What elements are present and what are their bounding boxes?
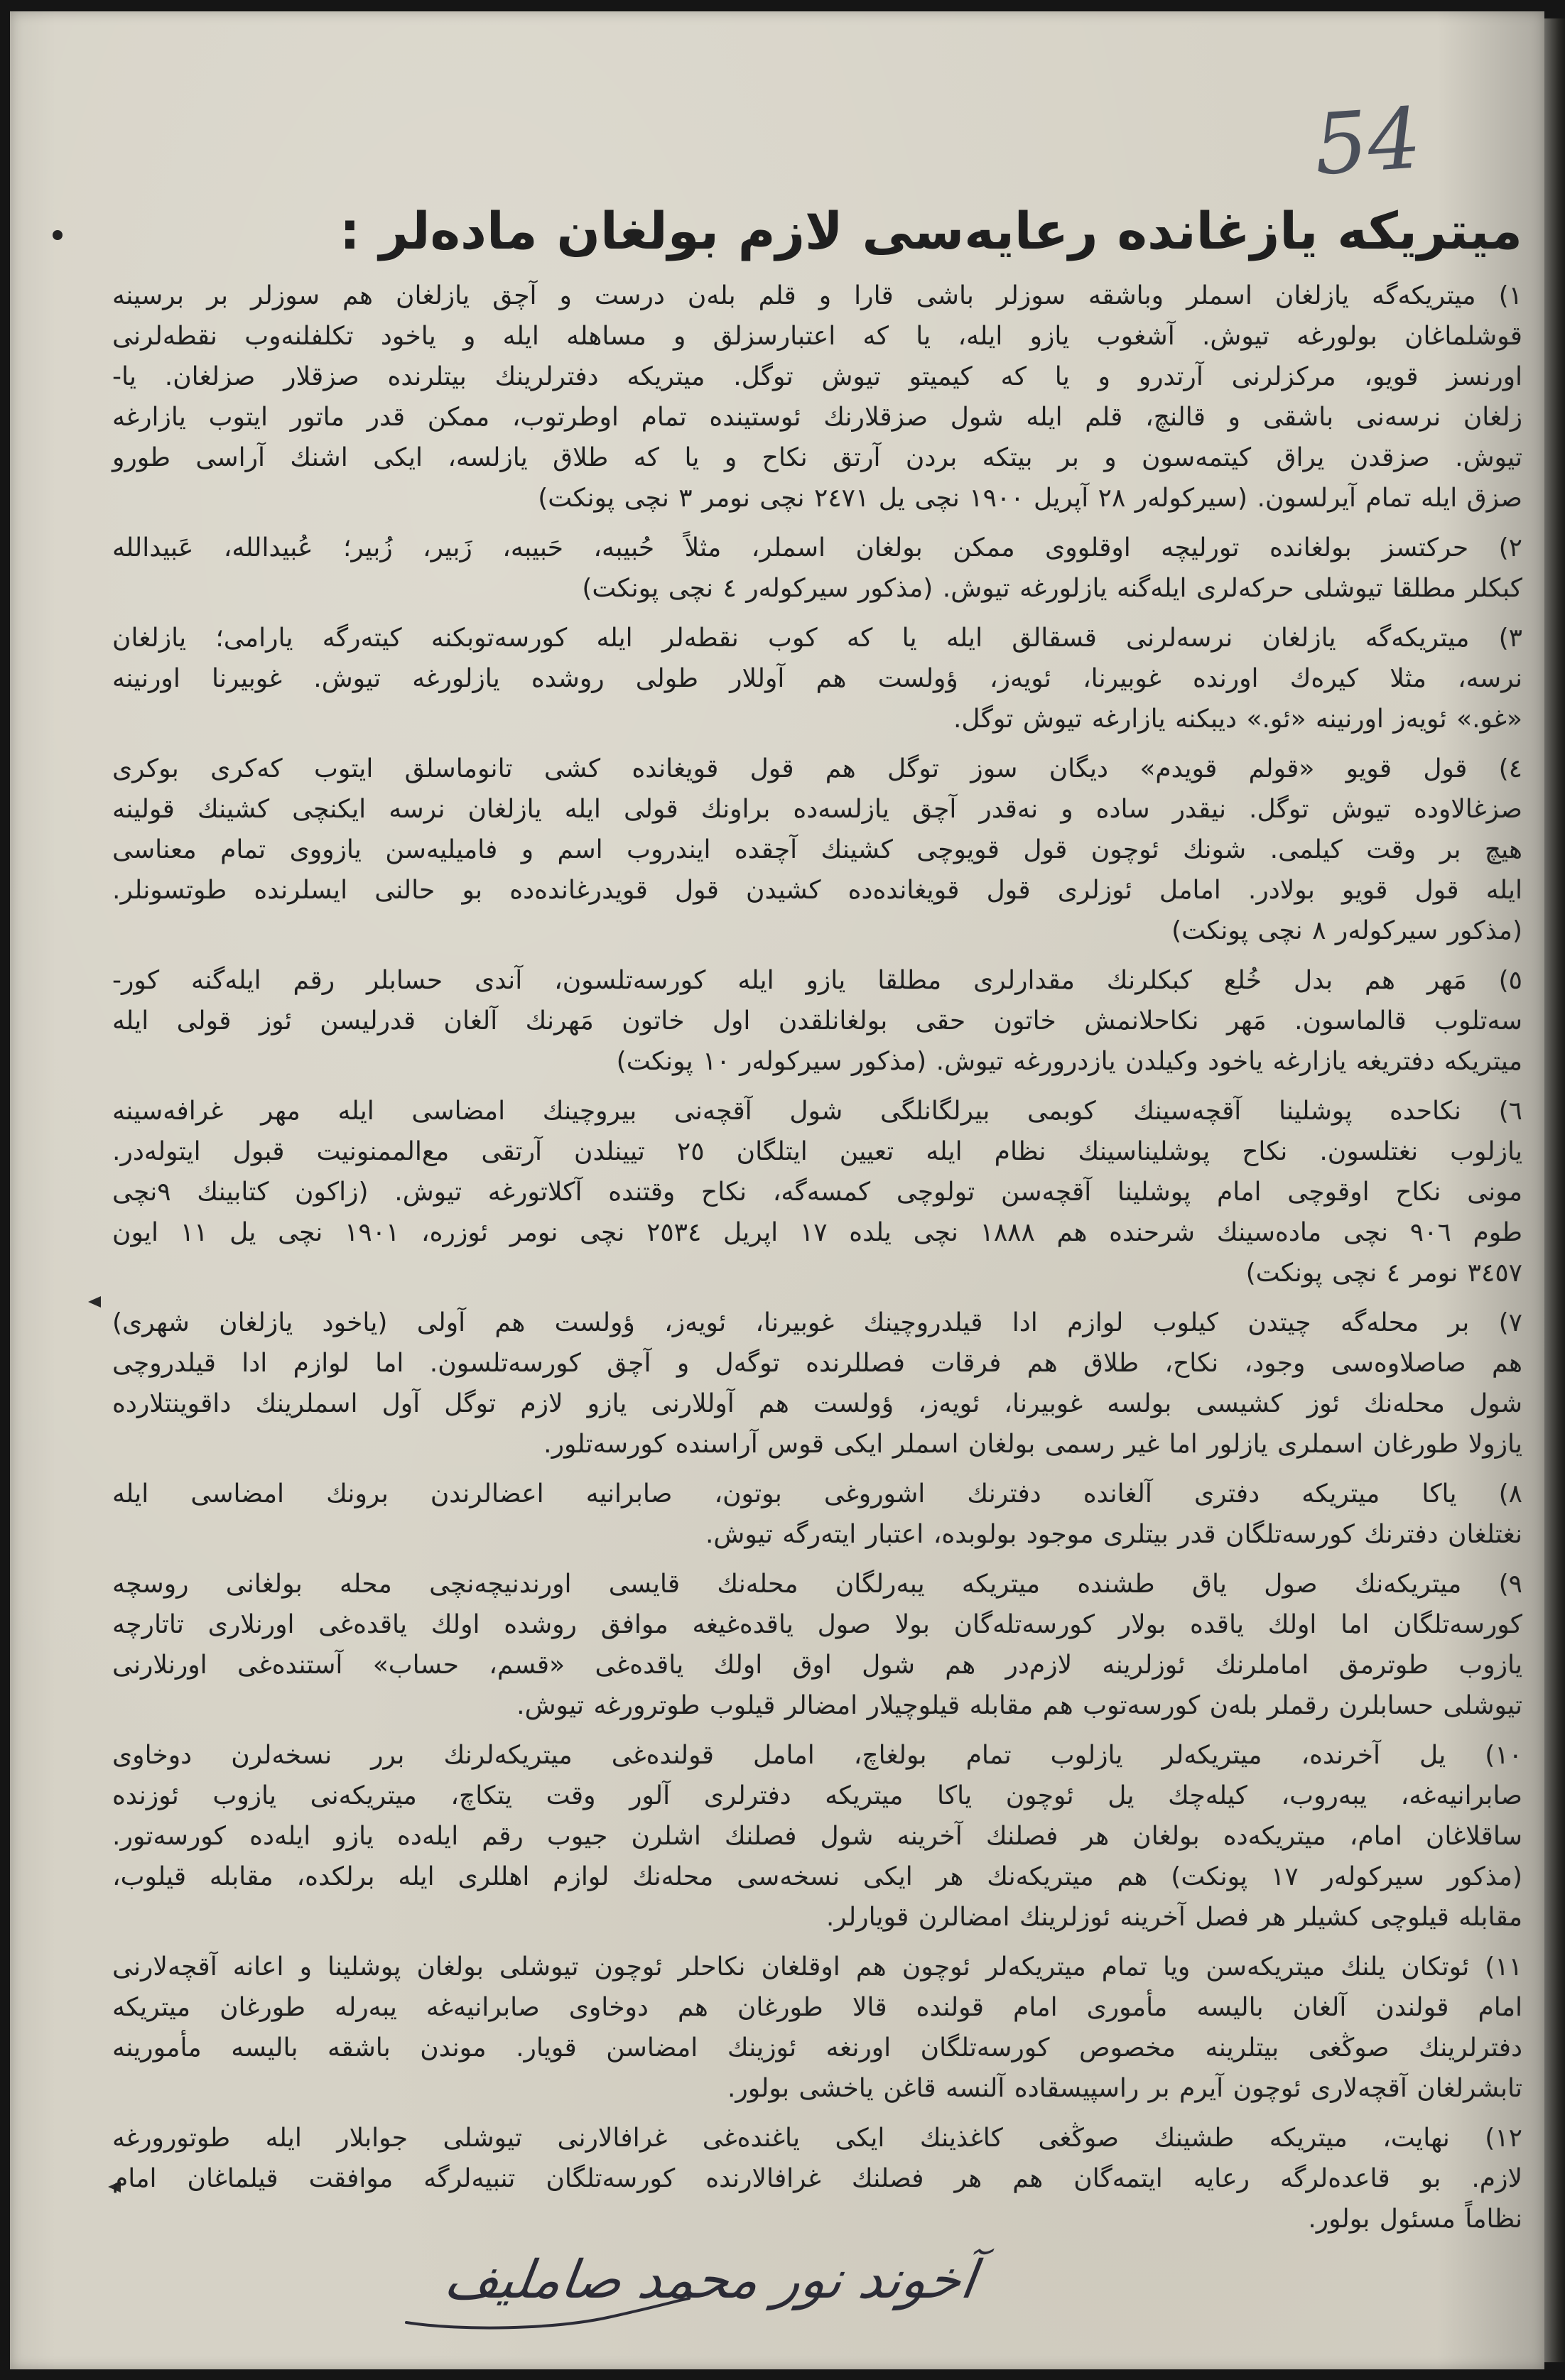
text-line: ٨) یاکا میتریکه دفتری آلغانده دفترنك اشوروغی بوتون، صابرانیه اعضالرندن برونك امضاسی ایله (112, 1479, 1522, 1509)
numbered-paragraph (112, 1091, 1522, 1293)
text-line: صزق ایله تمام آیرلسون. (سیرکوله‌ر ٢٨ آپریل ١٩٠٠ نچی یل ٢٤٧١ نچی نومر ٣ نچی پونکت) (538, 484, 1522, 513)
margin-mark (88, 1296, 101, 1308)
document-title: میتریکه یازغانده رعایه‌سی لازم بولغان ماده‌لر : (340, 201, 1522, 261)
text-line: ٩) میتریکه‌نك صول یاق طشنده میتریکه یبه‌رلگان محله‌نك قایسی اورندنیچه‌نچی محله بولغانی روسچه (112, 1570, 1522, 1599)
margin-dot (53, 230, 63, 240)
text-line: ٣) میتریکه‌گه یازلغان نرسه‌لرنی قسقالق ایله یا که کوب نقطه‌لر ایله کورسه‌توبکنه کیته‌رگه یارامی؛ یازلغان (112, 624, 1522, 653)
numbered-paragraph (112, 1564, 1522, 1726)
numbered-paragraph (112, 2118, 1522, 2239)
text-line: ١١) ئوتکان یلنك میتریکه‌سن ویا تمام میتریکه‌لر ئوچون هم اوقلغان نکاحلر ئوچون تیوشلی بولغان پوشلینا و اعانه آقچه‌لارنی (112, 1952, 1522, 1982)
text-line: صابرانیه‌غه، یبه‌روب، کیله‌چك یل ئوچون یاکا میتریکه دفترلری آلور وقت یتکاچ، میتریکه‌نی یازوب ئوزنده (112, 1781, 1522, 1810)
text-line: لازم. بو قاعده‌لرگه رعایه ایتمه‌گان هم هر فصلنك غرافالارنده کورسه‌تلگان تنبیه‌لرگه موافقت قیلماغان امام (112, 2164, 1522, 2193)
text-line: نغتلغان دفترنك کورسه‌تلگان قدر بیتلری موجود بولوبده، اعتبار ایته‌رگه تیوش. (705, 1520, 1522, 1549)
text-line: هیچ بر وقت کیلمی. شونك ئوچون قول قویوچی کشینك آچقده ایندروب اسم و فامیلیه‌سن یازووی تمام معناسی (112, 835, 1522, 864)
text-line: امام قولندن آلغان بالیسه مأموری امام قولنده قالا طورغان هم دوخاوی صابرانیه‌غه یبه‌رله طورغان میتریکه (112, 1993, 1522, 2022)
document-body (112, 276, 1522, 2239)
text-line: ٤) قول قویو «قولم قویدم» دیگان سوز توگل هم قول قویغانده کشی تانوماسلق ایتوب که‌کری بوکری (112, 754, 1522, 783)
text-line: کورسه‌تلگان اما اولك یاقده بولار کورسه‌تله‌گان بولا صول یاقده‌غیغه موافق روشده اولك یاقده‌غی اورنلاری تاتارچه (112, 1610, 1522, 1639)
text-line: یازوب طوترمق اماملرنك ئوزلرینه لازم‌در هم شول اوق اولك یاقده‌غی «قسم، حساب» آستنده‌غی اورنلارنی (112, 1651, 1522, 1680)
text-line: تابشرلغان آقچه‌لاری ئوچون آیرم بر راسپیسقاده آلنسه قاغن یاخشی بولور. (727, 2074, 1522, 2103)
text-line: ١) میتریکه‌گه یازلغان اسملر وباشقه سوزلر باشی قارا و قلم بله‌ن درست و آچق یازلغان هم سوزلر بر برسینه (112, 281, 1522, 310)
numbered-paragraph (112, 528, 1522, 609)
text-line: اورنسز قویو، مرکزلرنی آرتدرو و یا که کیمیتو تیوش توگل. میتریکه دفترلرینك بیتلرنده صزقلار صزلغان. یا- (112, 362, 1522, 391)
text-line: کبکلر مطلقا تیوشلی حرکه‌لری ایله‌گنه یازلورغه تیوش. (مذکور سیرکوله‌ر ٤ نچی پونکت) (582, 574, 1522, 603)
numbered-paragraph (112, 960, 1522, 1082)
text-line: (مذکور سیرکوله‌ر ٨ نچی پونکت) (1171, 916, 1522, 945)
numbered-paragraph (112, 1947, 1522, 2109)
text-line: ٧) بر محله‌گه چیتدن کیلوب لوازم ادا قیلدروچینك غوبیرنا، ئویه‌ز، ؤولست هم آولی (یاخود یازلغان شهری) (112, 1308, 1522, 1337)
page-edge-stack (1544, 18, 1565, 2362)
text-line: صزغالاوده تیوش توگل. نیقدر ساده و نه‌قدر آچق یازلسه‌ده براونك قولی ایله یازلغان نرسه ایکنچی کشینك قولینه (112, 795, 1522, 824)
text-line: دفترلرینك صوڭغی بیتلرینه مخصوص کورسه‌تلگان اورنغه ئوزینك امضاسن قویار. موندن باشقه بالیسه مأمورینه (112, 2033, 1522, 2063)
text-line: تیوشلی حسابلرن رقملر بله‌ن کورسه‌توب هم مقابله قیلوچیلار امضالر قیلوب طوترورغه تیوش. (516, 1691, 1522, 1720)
text-line: سه‌تلوب قالماسون. مَهر نکاحلانمش خاتون حقی بولغانلقدن اول خاتون مَهرنك آلغان قدرلیسن ئوز قولی ایله (112, 1006, 1522, 1036)
text-line: ایله قول قویو بولادر. امامل ئوزلری قول قویغانده‌ده کشیدن قول قویدرغانده‌ده بو حالنی ایسلرنده طوتسونلر. (112, 876, 1522, 905)
numbered-paragraph (112, 1735, 1522, 1938)
signature: آخوند نور محمد صاملیف (440, 2249, 980, 2310)
text-line: ٥) مَهر هم بدل خُلع کبکلرنك مقدارلری مطلقا یازو ایله کورسه‌تلسون، آندی حسابلر رقم ایله‌گنه کور- (112, 966, 1522, 995)
text-line: یازولا طورغان اسملری یازلور اما غیر رسمی بولغان اسملر ایکی قوس آراسنده کورسه‌تلور. (543, 1430, 1522, 1459)
text-line: قوشلماغان بولورغه تیوش. آشغوب یازو ایله، یا که اعتبارسزلق و مساهله ایله و یاخود تکلفلنه‌وب نقطه‌لرنی (112, 322, 1522, 351)
text-line: ١٠) یل آخرنده، میتریکه‌لر یازلوب تمام بولغاچ، امامل قولنده‌غی میتریکه‌لرنك برر نسخه‌لرن دوخاوی (112, 1741, 1522, 1770)
text-line: میتریکه دفتریغه یازارغه یاخود وکیلدن یازدرورغه تیوش. (مذکور سیرکوله‌ر ١٠ پونکت) (616, 1047, 1522, 1076)
text-line: (مذکور سیرکوله‌ر ١٧ پونکت) هم میتریکه‌نك هر ایکی نسخه‌سی محله‌نك لوازم اهللری ایله برلکده، مقابله قیلوب، (112, 1862, 1522, 1891)
numbered-paragraph (112, 1303, 1522, 1465)
text-line: ٣٤٥٧ نومر ٤ نچی پونکت) (1245, 1259, 1522, 1288)
text-line: زلغان نرسه‌نی باشقی و قالنچ، قلم ایله شول صزقلارنك ئوستینده تمام اوطرتوب، ممکن قدر ماتور ایتوب یازارغه (112, 403, 1522, 432)
text-line: یازلوب نغتلسون. نکاح پوشلیناسینك نظام ایله تعیین ایتلگان ٢٥ تیینلدن آرتقی مع‌الممنونیت قبول ایتوله‌در. (112, 1137, 1522, 1166)
text-line: مونی نکاح اوقوچی امام پوشلینا آقچه‌سن تولوچی کمسه‌گه، نکاح وقتنده آکلاتورغه تیوش. (زاکون کتابینك ٩نچی (112, 1178, 1522, 1207)
signature-flourish (398, 2288, 696, 2338)
numbered-paragraph (112, 618, 1522, 739)
numbered-paragraph (112, 1474, 1522, 1555)
numbered-paragraph (112, 749, 1522, 951)
text-line: ٦) نکاحده پوشلینا آقچه‌سینك کوبمی بیرلگانلگی شول آقچه‌نی بیروچینك امضاسی ایله مهر غرافه‌سینه (112, 1097, 1522, 1126)
text-line: ٢) حرکتسز بولغانده تورلیچه اوقلووی ممکن بولغان اسملر، مثلاً حُبیبه، حَبیبه، زَبیر، زُبیر؛ عُبیدالله، عَبیدالله (112, 533, 1522, 563)
text-line: نظاماً مسئول بولور. (1308, 2205, 1522, 2234)
text-line: مقابله قیلوچی کشیلر هر فصل آخرینه ئوزلرینك امضالرن قویارلر. (825, 1903, 1522, 1932)
text-line: شول محله‌نك ئوز کشیسی بولسه غوبیرنا، ئویه‌ز، ؤولست هم آوللارنی یازو لازم توگل آول اسملرینك داقوینتلارده (112, 1389, 1522, 1418)
text-line: نرسه، مثلا کیره‌ك اورنده غوبیرنا، ئویه‌ز، ؤولست هم آوللار طولی روشده یازلورغه تیوش. غوبیرنا اورنینه (112, 664, 1522, 693)
numbered-paragraph (112, 276, 1522, 518)
text-line: طوم ٩٠٦ نچی ماده‌سینك شرحنده هم ١٨٨٨ نچی یلده ١٧ اپریل ٢٥٣٤ نچی نومر ئوزره، ١٩٠١ نچی یل ١١ ایون (112, 1218, 1523, 1247)
text-line: «غو.» ئویه‌ز اورنینه «ئو.» دیبکنه یازارغه تیوش توگل. (953, 705, 1522, 734)
text-line: ساقلاغان امام، میتریکه‌ده بولغان هر فصلنك آخرینه شول فصلنك اشلرن جیوب رقم ایله‌ده یازو ایله‌ده کورسه‌تور. (112, 1822, 1522, 1851)
text-line: تیوش. صزقدن یراق کیتمه‌سون و بر بیتکه بردن آرتق نکاح و یا که طلاق یازلسه، ایکی اشنك آراسی طورو (112, 443, 1522, 472)
text-line: ١٢) نهایت، میتریکه طشینك صوڭغی کاغذینك ایکی یاغنده‌غی غرافالارنی تیوشلی جوابلار ایله طوتورورغه (112, 2124, 1522, 2153)
page-number: 54 (1311, 88, 1424, 195)
text-line: هم صاصلاوه‌سی وجود، نکاح، طلاق هم فرقات فصللرنده توگه‌ل و آچق کورسه‌تلسون. اما لوازم ادا قیلدروچی (112, 1349, 1522, 1378)
